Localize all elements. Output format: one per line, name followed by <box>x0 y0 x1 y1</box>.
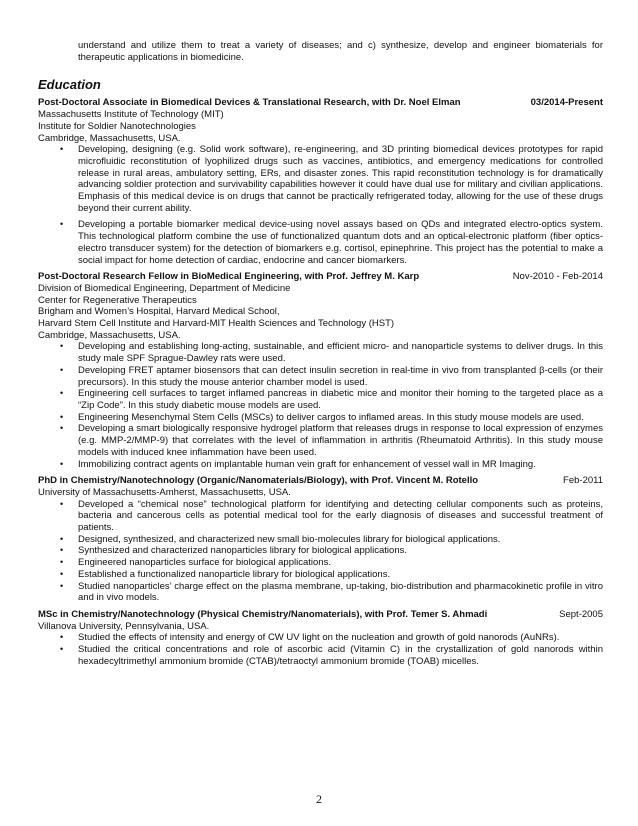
bullet-text: Studied the critical concentrations and role of ascorbic acid (Vitamin C) in the crystallization of gold nanorods within hexadecyltrimethyl ammonium bromide (CTAB)/tetraoctyl ammonium bromide (TOAB) micelles. <box>78 644 603 667</box>
education-entry-phd <box>38 475 603 604</box>
list-item <box>38 499 603 534</box>
bullet-text: Developing, designing (e.g. Solid work software), re-engineering, and 3D printing biomedical devices prototypes for rapid microfluidic reconstitution of lyophilized drugs such as vaccines, antibiotics, and emergency medications for controlled release in rural areas, ambulatory setting, ERs, and disaster zones. This rapid reconstitution technology is for dramatically advancing soldier protection and survivability capabilities however it could have dual use for military and civilian applications. Emphasis of this medical device is on drugs that cannot be practically refrigerated today, allowing for the use of these drugs beyond their current ability. <box>78 144 603 214</box>
list-item <box>38 144 603 214</box>
bullet-text: Developing and establishing long-acting, sustainable, and efficient micro- and nanoparticle systems to deliver drugs. In this study male SPF Sprague-Dawley rats were used. <box>78 341 603 365</box>
bullet-list <box>38 499 603 604</box>
institution-line: Center for Regenerative Therapeutics <box>38 294 197 306</box>
bullet-icon: • <box>60 144 64 155</box>
page-number: 2 <box>316 792 322 806</box>
bullet-list <box>38 144 603 266</box>
education-entry-postdoc-harvard <box>38 271 603 470</box>
bullet-text: Designed, synthesized, and characterized new small bio-molecules library for biological applications. <box>78 533 501 545</box>
list-item <box>38 534 603 546</box>
entry-title: MSc in Chemistry/Nanotechnology (Physical Chemistry/Nanomaterials), with Prof. Temer S. Ahmadi <box>38 608 488 620</box>
list-item <box>38 459 603 471</box>
list-item <box>38 219 603 266</box>
bullet-text: Engineering Mesenchymal Stem Cells (MSCs) to deliver cargos to inflamed areas. In this study mouse models are used. <box>78 411 584 423</box>
entry-title: Post-Doctoral Associate in Biomedical Devices & Translational Research, with Dr. Noel Elman <box>38 97 461 109</box>
list-item <box>38 365 603 388</box>
bullet-icon: • <box>60 364 64 375</box>
bullet-list <box>38 632 603 667</box>
bullet-text: Developing a smart biologically responsive hydrogel platform that releases drugs in response to local expression of enzymes (e.g. MMP-2/MMP-9) that correlates with the level of inflammation in arthritis (Rheumatoid Arthritis). In this study mouse models with induced knee inflammation have been used. <box>78 423 603 458</box>
bullet-icon: • <box>60 219 64 230</box>
institution-line: Division of Biomedical Engineering, Department of Medicine <box>38 282 291 294</box>
bullet-text: Studied the effects of intensity and energy of CW UV light on the nucleation and growth of gold nanorods (AuNRs). <box>78 632 560 644</box>
institution-line: University of Massachusetts-Amherst, Massachusetts, USA. <box>38 486 291 498</box>
intro-paragraph: understand and utilize them to treat a variety of diseases; and c) synthesize, develop and engineer biomaterials for therapeutic applications in biomedicine. <box>78 40 603 63</box>
list-item <box>38 632 603 644</box>
bullet-list <box>38 341 603 470</box>
section-heading-education: Education <box>38 77 101 93</box>
list-item <box>38 569 603 581</box>
bullet-text: Immobilizing contract agents on implantable human vein graft for enhancement of vessel wall in MR Imaging. <box>78 458 536 470</box>
bullet-icon: • <box>60 632 64 643</box>
list-item <box>38 545 603 557</box>
institution-line: Brigham and Women’s Hospital, Harvard Medical School, <box>38 306 280 318</box>
bullet-text: Developing FRET aptamer biosensors that can detect insulin secretion in real-time in vivo from transplanted β-cells (or their precursors). In this study the mouse anterior chamber model is used. <box>78 364 603 388</box>
entry-date: 03/2014-Present <box>530 97 603 109</box>
bullet-icon: • <box>60 568 64 579</box>
institution-line: Cambridge, Massachusetts, USA. <box>38 329 181 341</box>
bullet-icon: • <box>60 388 64 399</box>
list-item <box>38 423 603 458</box>
education-entry-postdoc-mit <box>38 97 603 266</box>
list-item <box>38 557 603 569</box>
bullet-icon: • <box>60 533 64 544</box>
institution-line: Cambridge, Massachusetts, USA. <box>38 132 181 144</box>
list-item <box>38 412 603 424</box>
entry-date: Feb-2011 <box>563 475 603 487</box>
list-item <box>38 341 603 364</box>
bullet-icon: • <box>60 341 64 352</box>
bullet-icon: • <box>60 458 64 469</box>
bullet-text: Engineered nanoparticles surface for biological applications. <box>78 557 331 569</box>
bullet-icon: • <box>60 545 64 556</box>
bullet-text: Developed a “chemical nose” technological platform for identifying and detecting cellular components such as proteins, bacteria and cancerous cells as potential medical tool for the early diagnosis of diseases and successful treatment of patients. <box>78 498 603 534</box>
entry-date: Sept-2005 <box>559 608 603 620</box>
list-item <box>38 388 603 411</box>
bullet-text: Developing a portable biomarker medical device-using novel assays based on QDs and integrated electro-optics system. This technological platform combine the use of functionalized quantum dots and an optical-electronic platform (fiber optics-electro transducer system) for the detection of biomarkers e.g. cortisol, epinephrine. This project has the potential to make a social impact for home detection of cardiac, endocrine and cancer biomarkers. <box>78 219 603 266</box>
page-content <box>38 40 603 672</box>
bullet-text: Engineering cell surfaces to target inflamed pancreas in diabetic mice and monitor their homing to the targeted place as a “Zip Code”. In this study diabetic mouse models are used. <box>78 388 603 411</box>
list-item <box>38 644 603 667</box>
bullet-icon: • <box>60 423 64 434</box>
bullet-text: Studied nanoparticles’ charge effect on the plasma membrane, up-taking, bio-distribution and pharmacokinetic profile in vitro and in vivo models. <box>78 580 603 604</box>
entry-date: Nov-2010 - Feb-2014 <box>512 271 603 283</box>
list-item <box>38 581 603 604</box>
bullet-icon: • <box>60 498 64 509</box>
bullet-icon: • <box>60 557 64 568</box>
bullet-text: Established a functionalized nanoparticle library for biological applications. <box>78 568 391 580</box>
bullet-text: Synthesized and characterized nanoparticles library for biological applications. <box>78 545 407 557</box>
bullet-icon: • <box>60 644 64 655</box>
institution-line: Massachusetts Institute of Technology (MIT) <box>38 109 224 121</box>
bullet-icon: • <box>60 580 64 591</box>
entry-title: Post-Doctoral Research Fellow in BioMedical Engineering, with Prof. Jeffrey M. Karp <box>38 271 420 283</box>
education-entry-msc <box>38 609 603 668</box>
institution-line: Harvard Stem Cell Institute and Harvard-MIT Health Sciences and Technology (HST) <box>38 318 395 330</box>
entry-title: PhD in Chemistry/Nanotechnology (Organic/Nanomaterials/Biology), with Prof. Vincent M. Rotello <box>38 475 479 487</box>
bullet-icon: • <box>60 411 64 422</box>
institution-line: Villanova University, Pennsylvania, USA. <box>38 620 210 632</box>
institution-line: Institute for Soldier Nanotechnologies <box>38 120 196 132</box>
